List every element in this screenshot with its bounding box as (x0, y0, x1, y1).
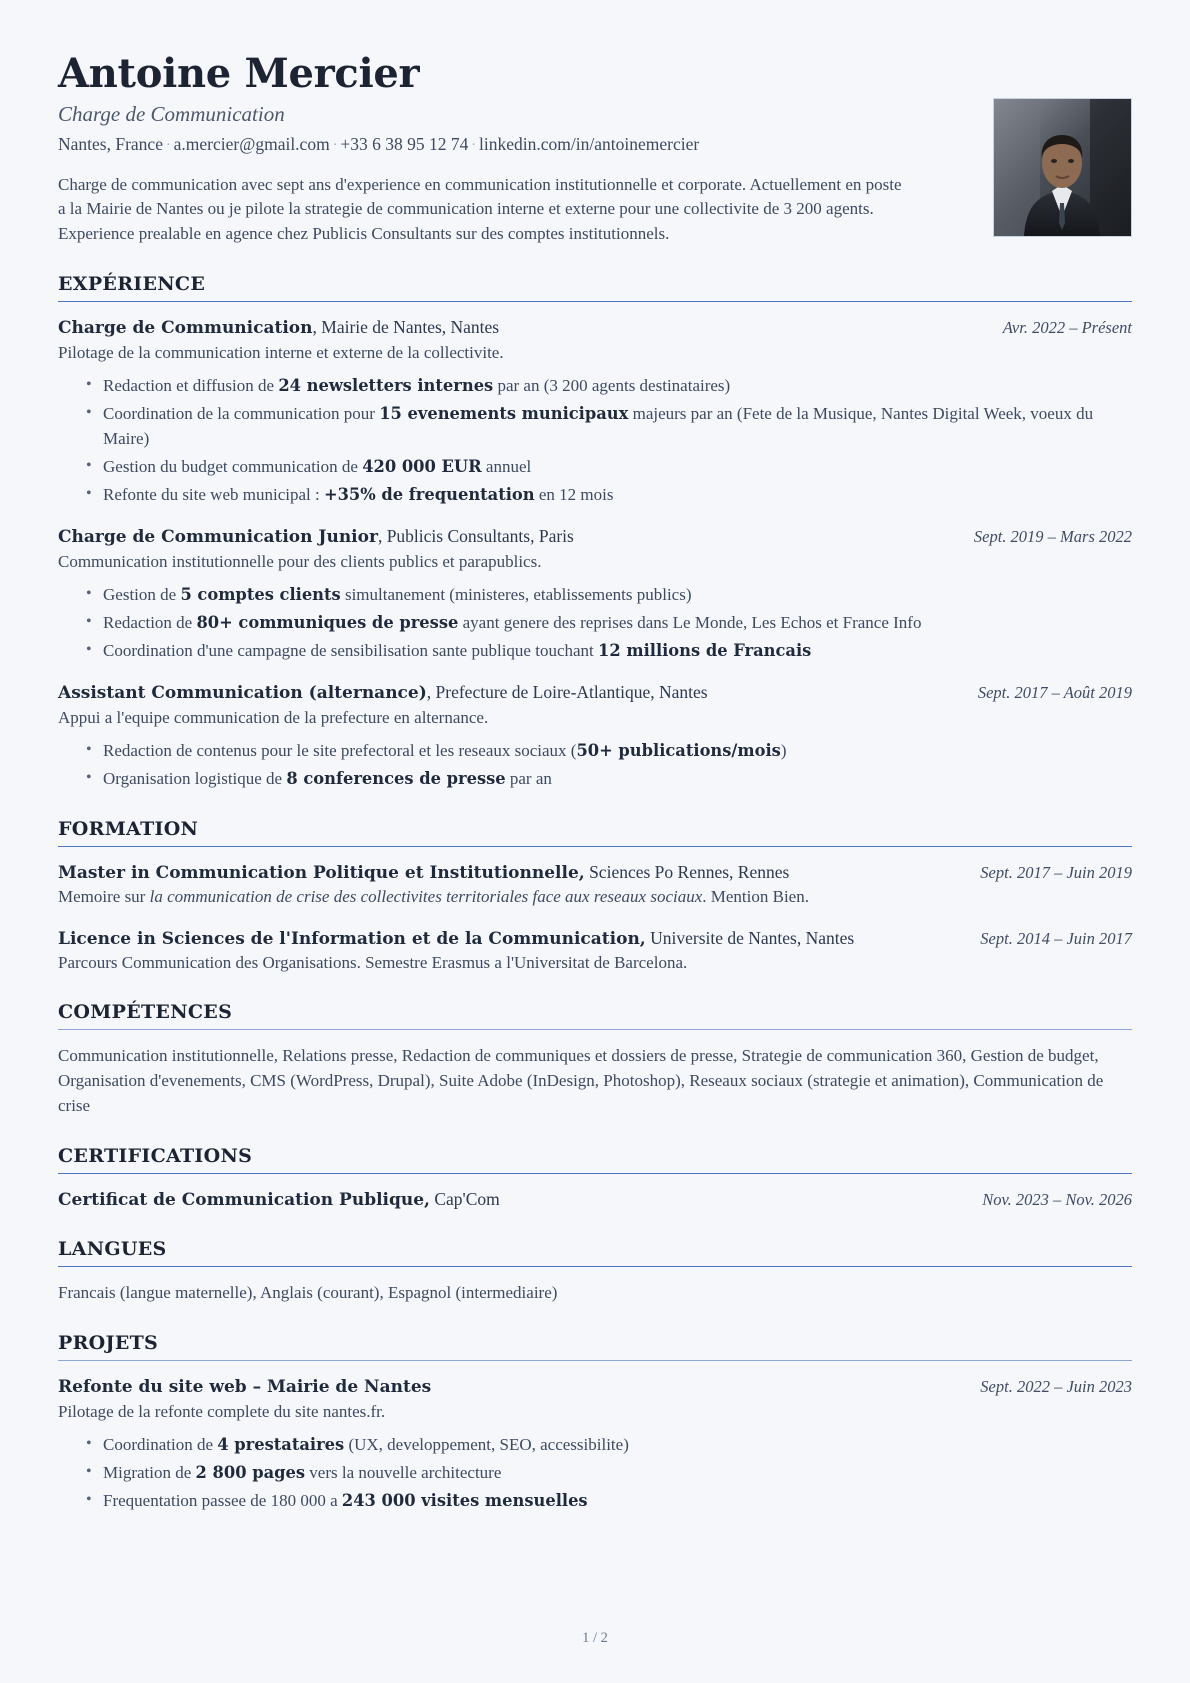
education-dates: Sept. 2017 – Juin 2019 (980, 862, 1132, 882)
section-certifications (58, 1145, 1132, 1212)
candidate-name: Antoine Mercier (58, 50, 420, 97)
certification-name-and-issuer: Certificat de Communication Publique, Cap'Com (58, 1189, 500, 1211)
job-summary: Appui a l'equipe communication de la prefecture en alternance. (58, 707, 489, 727)
highlight-metric: 24 newsletters internes (278, 376, 494, 395)
project-entry-list (58, 1375, 1132, 1514)
contact-phone[interactable]: +33 6 38 95 12 74 (340, 134, 469, 155)
job-summary: Pilotage de la communication interne et externe de la collectivite. (58, 342, 504, 362)
entry-header (58, 525, 1132, 549)
highlight-metric: 8 conferences de presse (286, 768, 506, 788)
job-dates: Sept. 2017 – Août 2019 (977, 682, 1132, 702)
professional-summary: Charge de communication avec sept ans d'experience en communication institutionnelle et corporate. Actuellement en poste a la Mairie de Nantes ou je pilote la strategie de communication interne et externe pour une collectivite de 3 200 agents. Experience prealable en agence chez Publicis Consultants sur des comptes institutionnels. (58, 174, 902, 244)
job-title-and-company: Charge de Communication Junior, Publicis Consultants, Paris (58, 525, 574, 547)
education-dates: Sept. 2014 – Juin 2017 (980, 928, 1132, 948)
experience-entry (58, 525, 1132, 664)
job-dates: Sept. 2019 – Mars 2022 (973, 526, 1132, 546)
entry-header (58, 316, 1132, 340)
certification-dates: Nov. 2023 – Nov. 2026 (982, 1190, 1132, 1210)
job-role: Assistant Communication (alternance) (58, 682, 427, 703)
thesis-title: la communication de crise des collectivites territoriales face aux reseaux sociaux (149, 887, 703, 907)
page-footer: 1 / 2 (582, 1630, 608, 1646)
highlight-metric: 80+ communiques de presse (196, 612, 459, 632)
experience-entry (58, 681, 1132, 792)
contact-linkedin[interactable]: linkedin.com/in/antoinemercier (479, 134, 700, 155)
contact-separator-icon: · (332, 138, 338, 154)
section-rule (58, 1029, 1132, 1030)
list-item: • Coordination d'une campagne de sensibilisation sante publique touchant 12 millions de Francais (86, 639, 1132, 664)
list-item: • Migration de 2 800 pages vers la nouvelle architecture (86, 1461, 1132, 1486)
list-item: • Coordination de la communication pour 15 evenements municipaux majeurs par an (Fete de la Musique, Nantes Digital Week, voeux du Maire) (86, 402, 1132, 452)
project-bullet-list (58, 1433, 1132, 1514)
job-bullet-list (58, 374, 1132, 508)
entry-header (58, 927, 1132, 951)
job-dates: Avr. 2022 – Présent (1002, 318, 1132, 338)
highlight-metric: 50+ publications/mois (576, 740, 781, 760)
project-dates: Sept. 2022 – Juin 2023 (980, 1377, 1132, 1397)
job-role: Charge de Communication Junior (58, 526, 378, 547)
resume-header (58, 52, 1132, 247)
list-item: • Refonte du site web municipal : +35% de frequentation en 12 mois (86, 483, 1132, 508)
degree-name: Master in Communication Politique et Institutionnelle, (58, 862, 585, 883)
highlight-metric: +35% de frequentation (323, 484, 535, 504)
list-item: • Gestion du budget communication de 420 000 EUR annuel (86, 455, 1132, 480)
list-item: • Frequentation passee de 180 000 a 243 000 visites mensuelles (86, 1489, 1132, 1514)
list-item: • Redaction de 80+ communiques de presse ayant genere des reprises dans Le Monde, Les Echos et France Info (86, 611, 1132, 636)
education-entry (58, 861, 1132, 910)
section-title-projets: PROJETS (58, 1332, 159, 1355)
highlight-metric: 5 comptes clients (180, 584, 341, 604)
highlight-metric: 4 prestataires (217, 1435, 345, 1454)
certification-entry (58, 1188, 1132, 1212)
experience-entry (58, 316, 1132, 508)
experience-entry-list (58, 316, 1132, 792)
list-item: • Organisation logistique de 8 conferences de presse par an (86, 767, 1132, 792)
skills-text: Communication institutionnelle, Relations presse, Redaction de communiques et dossiers de presse, Strategie de communication 360, Gestion de budget, Organisation d'evenements, CMS (WordPress, Drupal), Suite Adobe (InDesign, Photoshop), Reseaux sociaux (strategie et animation), Communication de crise (58, 1046, 1104, 1116)
section-projets (58, 1332, 1132, 1514)
list-item: • Coordination de 4 prestataires (UX, developpement, SEO, accessibilite) (86, 1433, 1132, 1458)
job-summary: Communication institutionnelle pour des clients publics et parapublics. (58, 551, 542, 571)
section-rule (58, 1360, 1132, 1361)
section-rule (58, 1173, 1132, 1174)
job-bullet-list (58, 739, 1132, 792)
contact-line (58, 133, 972, 157)
list-item: • Redaction et diffusion de 24 newsletters internes par an (3 200 agents destinataires) (86, 374, 1132, 399)
contact-separator-icon: · (471, 138, 477, 154)
project-entry (58, 1375, 1132, 1514)
degree-name: Licence in Sciences de l'Information et de la Communication, (58, 928, 646, 949)
section-title-competences: COMPÉTENCES (58, 1001, 233, 1024)
job-role: Charge de Communication (58, 318, 313, 339)
degree-and-school: Master in Communication Politique et Institutionnelle, Sciences Po Rennes, Rennes (58, 861, 790, 883)
entry-header (58, 1375, 1132, 1399)
education-entry (58, 927, 1132, 976)
contact-location: Nantes, France (58, 134, 163, 155)
section-rule (58, 846, 1132, 847)
project-summary: Pilotage de la refonte complete du site nantes.fr. (58, 1401, 386, 1421)
highlight-metric: 15 evenements municipaux (379, 403, 629, 423)
resume-sheet (58, 52, 1132, 1683)
avatar (993, 98, 1132, 237)
certification-name: Certificat de Communication Publique, (58, 1190, 430, 1211)
certification-entry-list (58, 1188, 1132, 1212)
contact-email[interactable]: a.mercier@gmail.com (173, 134, 330, 155)
section-experience (58, 273, 1132, 792)
section-title-langues: LANGUES (58, 1238, 167, 1261)
portrait-photo-icon (994, 99, 1131, 236)
list-item: • Gestion de 5 comptes clients simultanement (ministeres, etablissements publics) (86, 583, 1132, 608)
list-item: • Redaction de contenus pour le site prefectoral et les reseaux sociaux (50+ publications/mois) (86, 739, 1132, 764)
job-bullet-list (58, 583, 1132, 664)
section-langues (58, 1238, 1132, 1306)
education-detail: Parcours Communication des Organisations. Semestre Erasmus a l'Universitat de Barcelona. (58, 953, 688, 973)
candidate-headline: Charge de Communication (58, 101, 285, 126)
section-rule (58, 301, 1132, 302)
degree-and-school: Licence in Sciences de l'Information et de la Communication, Universite de Nantes, Nantes (58, 927, 855, 949)
entry-header (58, 681, 1132, 705)
formation-entry-list (58, 861, 1132, 976)
highlight-metric: 2 800 pages (195, 1462, 306, 1482)
highlight-metric: 243 000 visites mensuelles (341, 1490, 588, 1510)
entry-header (58, 861, 1132, 885)
project-name (58, 1375, 962, 1399)
section-title-experience: EXPÉRIENCE (58, 273, 206, 296)
contact-separator-icon: · (165, 138, 171, 154)
highlight-metric: 12 millions de Francais (598, 640, 812, 660)
section-title-certifications: CERTIFICATIONS (58, 1145, 253, 1168)
project-title: Refonte du site web – Mairie de Nantes (58, 1377, 432, 1398)
languages-text: Francais (langue maternelle), Anglais (courant), Espagnol (intermediaire) (58, 1283, 558, 1303)
section-rule (58, 1266, 1132, 1267)
section-competences (58, 1001, 1132, 1119)
highlight-metric: 420 000 EUR (362, 456, 482, 476)
job-title-and-company: Assistant Communication (alternance), Prefecture de Loire-Atlantique, Nantes (58, 681, 708, 703)
section-formation (58, 818, 1132, 976)
section-title-formation: FORMATION (58, 817, 199, 840)
education-detail: Memoire sur la communication de crise des collectivites territoriales face aux reseaux sociaux. Mention Bien. (58, 887, 809, 907)
entry-header (58, 1188, 1132, 1212)
job-title-and-company: Charge de Communication, Mairie de Nantes, Nantes (58, 317, 500, 339)
